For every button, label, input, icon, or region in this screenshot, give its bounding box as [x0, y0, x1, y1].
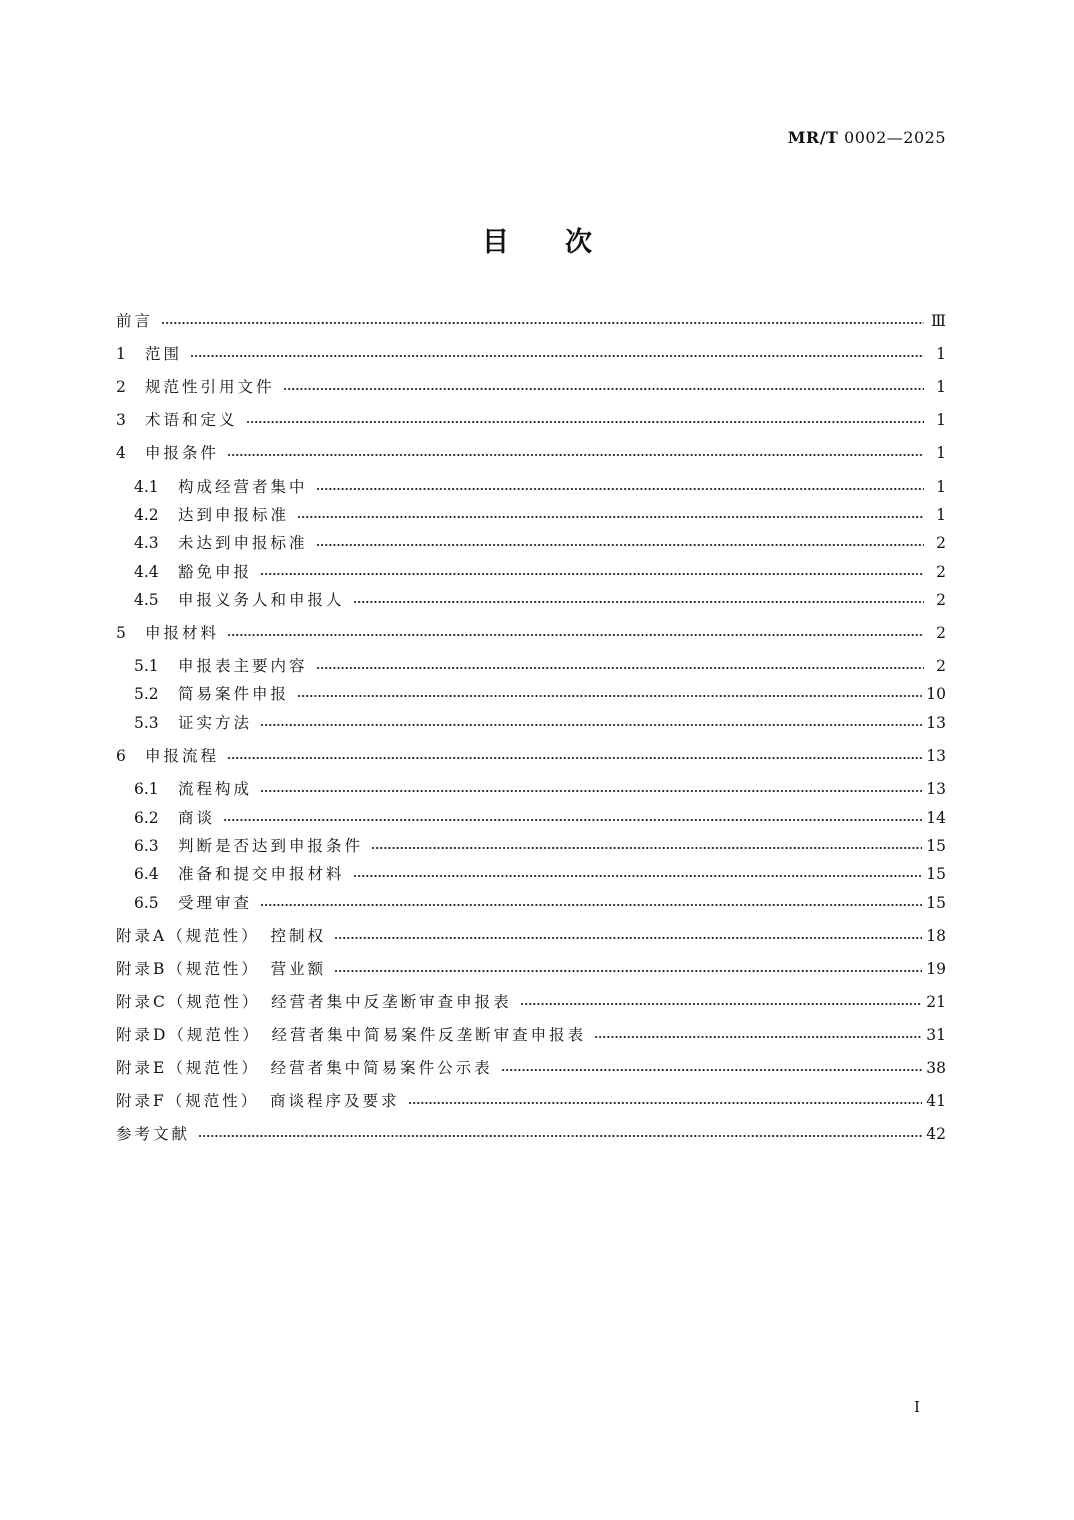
toc-entry-page: 13 [926, 780, 946, 798]
toc-leader-dots [161, 316, 924, 326]
toc-entry-page: 1 [936, 378, 946, 396]
toc-entry-page: 1 [936, 444, 946, 462]
toc-entry-page: 2 [936, 624, 946, 642]
toc-entry-page: 2 [936, 534, 946, 552]
toc-leader-dots [260, 898, 922, 908]
toc-leader-dots [501, 1063, 923, 1073]
toc-entry-label: 简易案件申报 [178, 685, 290, 703]
toc-leader-dots [353, 869, 923, 879]
toc-entry-label: 未达到申报标准 [178, 534, 308, 552]
toc-leader-dots [227, 628, 924, 638]
toc-leader-dots [316, 538, 924, 548]
toc-entry-label: 准备和提交申报材料 [178, 865, 345, 883]
toc-entry[interactable] [116, 924, 946, 948]
toc-entry[interactable] [116, 957, 946, 981]
toc-leader-dots [334, 964, 922, 974]
toc-leader-dots [190, 349, 924, 359]
toc-entry-page: 15 [926, 865, 946, 883]
toc-leader-dots [227, 448, 924, 458]
toc-entry-number: 6.4 [134, 865, 159, 883]
toc-entry-page: 41 [926, 1092, 946, 1110]
toc-entry-label: 附录A（规范性） 控制权 [116, 927, 326, 945]
toc-entry-number: 4.2 [134, 506, 159, 524]
toc-entry[interactable] [116, 1056, 946, 1080]
toc-entry-label: 达到申报标准 [178, 506, 290, 524]
toc-entry-number: 6.2 [134, 809, 159, 827]
toc-leader-dots [371, 841, 922, 851]
toc-entry-page: 13 [926, 747, 946, 765]
toc-entry[interactable] [116, 1089, 946, 1113]
toc-entry-page: 15 [926, 894, 946, 912]
toc-leader-dots [227, 751, 922, 761]
toc-entry-label: 申报表主要内容 [178, 657, 308, 675]
toc-entry-number: 3 [116, 411, 126, 429]
toc-entry[interactable] [134, 891, 946, 915]
toc-leader-dots [223, 813, 922, 823]
toc-entry[interactable] [134, 503, 946, 527]
toc-entry-number: 5 [116, 624, 126, 642]
toc-entry-number: 4.4 [134, 563, 159, 581]
toc-entry[interactable] [116, 990, 946, 1014]
toc-entry-label: 豁免申报 [178, 563, 253, 581]
toc-entry-label: 受理审查 [178, 894, 253, 912]
toc-entry-page: 38 [926, 1059, 946, 1077]
toc-entry-label: 判断是否达到申报条件 [178, 837, 364, 855]
toc-entry[interactable] [134, 682, 946, 706]
toc-leader-dots [316, 482, 924, 492]
toc-entry[interactable] [116, 309, 946, 333]
toc-entry-page: 42 [926, 1125, 946, 1143]
document-code-number: 0002—2025 [838, 128, 946, 147]
toc-entry[interactable] [116, 744, 946, 768]
toc-leader-dots [283, 382, 924, 392]
toc-leader-dots [246, 415, 924, 425]
toc-entry[interactable] [134, 560, 946, 584]
toc-entry-label: 构成经营者集中 [178, 478, 308, 496]
toc-entry-page: 2 [936, 591, 946, 609]
toc-leader-dots [260, 718, 922, 728]
toc-entry[interactable] [134, 711, 946, 735]
toc-entry-number: 2 [116, 378, 126, 396]
toc-leader-dots [408, 1096, 923, 1106]
toc-entry-page: 19 [926, 960, 946, 978]
toc-entry-number: 6.5 [134, 894, 159, 912]
toc-entry-label: 规范性引用文件 [145, 378, 275, 396]
toc-entry-number: 6 [116, 747, 126, 765]
toc-entry-number: 4.3 [134, 534, 159, 552]
toc-entry-label: 附录E（规范性） 经营者集中简易案件公示表 [116, 1059, 493, 1077]
toc-entry-label: 商谈 [178, 809, 216, 827]
toc-leader-dots [334, 931, 922, 941]
toc-entry-number: 1 [116, 345, 126, 363]
toc-entry-number: 6.3 [134, 837, 159, 855]
toc-entry[interactable] [116, 1023, 946, 1047]
toc-leader-dots [520, 997, 923, 1007]
toc-entry-label: 证实方法 [178, 714, 253, 732]
toc-entry-number: 5.3 [134, 714, 159, 732]
toc-entry-page: 14 [926, 809, 946, 827]
toc-entry[interactable] [134, 654, 946, 678]
toc-entry-label: 附录B（规范性） 营业额 [116, 960, 327, 978]
toc-leader-dots [198, 1129, 922, 1139]
toc-entry-page: 15 [926, 837, 946, 855]
document-code-prefix: MR/T [787, 128, 839, 147]
toc-entry-number: 4 [116, 444, 126, 462]
toc-entry-page: 2 [936, 563, 946, 581]
toc-entry-label: 申报流程 [145, 747, 220, 765]
toc-entry[interactable] [134, 862, 946, 886]
toc-leader-dots [260, 567, 924, 577]
toc-entry[interactable] [116, 621, 946, 645]
toc-entry[interactable] [116, 408, 946, 432]
toc-entry[interactable] [116, 1122, 946, 1146]
toc-leader-dots [353, 595, 924, 605]
toc-entry-page: 31 [926, 1026, 946, 1044]
toc-entry[interactable] [134, 588, 946, 612]
toc-leader-dots [594, 1030, 922, 1040]
toc-entry-page: Ⅲ [931, 312, 946, 330]
toc-entry-number: 4.1 [134, 478, 159, 496]
toc-entry-page: 13 [926, 714, 946, 732]
toc-entry-label: 附录D（规范性） 经营者集中简易案件反垄断审查申报表 [116, 1026, 587, 1044]
toc-entry-label: 申报材料 [145, 624, 220, 642]
toc-leader-dots [297, 510, 924, 520]
toc-entry-page: 1 [936, 345, 946, 363]
toc-title: 目次 [482, 227, 648, 258]
toc-entry[interactable] [134, 806, 946, 830]
toc-entry[interactable] [134, 531, 946, 555]
toc-entry-label: 术语和定义 [145, 411, 238, 429]
toc-entry-label: 附录C（规范性） 经营者集中反垄断审查申报表 [116, 993, 512, 1011]
toc-entry[interactable] [134, 777, 946, 801]
toc-leader-dots [260, 784, 922, 794]
toc-entry-label: 前言 [116, 312, 154, 330]
toc-entry[interactable] [116, 375, 946, 399]
toc-entry-label: 申报义务人和申报人 [178, 591, 345, 609]
toc-entry[interactable] [116, 342, 946, 366]
toc-entry-label: 参考文献 [116, 1125, 191, 1143]
toc-entry-page: 1 [936, 478, 946, 496]
toc-entry-label: 附录F（规范性） 商谈程序及要求 [116, 1092, 400, 1110]
toc-entry-page: 21 [926, 993, 946, 1011]
toc-entry-number: 5.2 [134, 685, 159, 703]
toc-entry-page: 1 [936, 506, 946, 524]
toc-entry-page: 10 [926, 685, 946, 703]
toc-entry-number: 4.5 [134, 591, 159, 609]
toc-entry-page: 18 [926, 927, 946, 945]
toc-entry-number: 5.1 [134, 657, 159, 675]
toc-leader-dots [316, 661, 924, 671]
toc-entry-page: 1 [936, 411, 946, 429]
toc-entry-number: 6.1 [134, 780, 159, 798]
toc-entry-label: 范围 [145, 345, 183, 363]
toc-leader-dots [297, 689, 922, 699]
toc-entry[interactable] [134, 475, 946, 499]
page-number: I [914, 1398, 920, 1416]
toc-entry-page: 2 [936, 657, 946, 675]
toc-entry[interactable] [116, 441, 946, 465]
toc-entry-label: 流程构成 [178, 780, 253, 798]
toc-entry[interactable] [134, 834, 946, 858]
toc-entry-label: 申报条件 [145, 444, 220, 462]
